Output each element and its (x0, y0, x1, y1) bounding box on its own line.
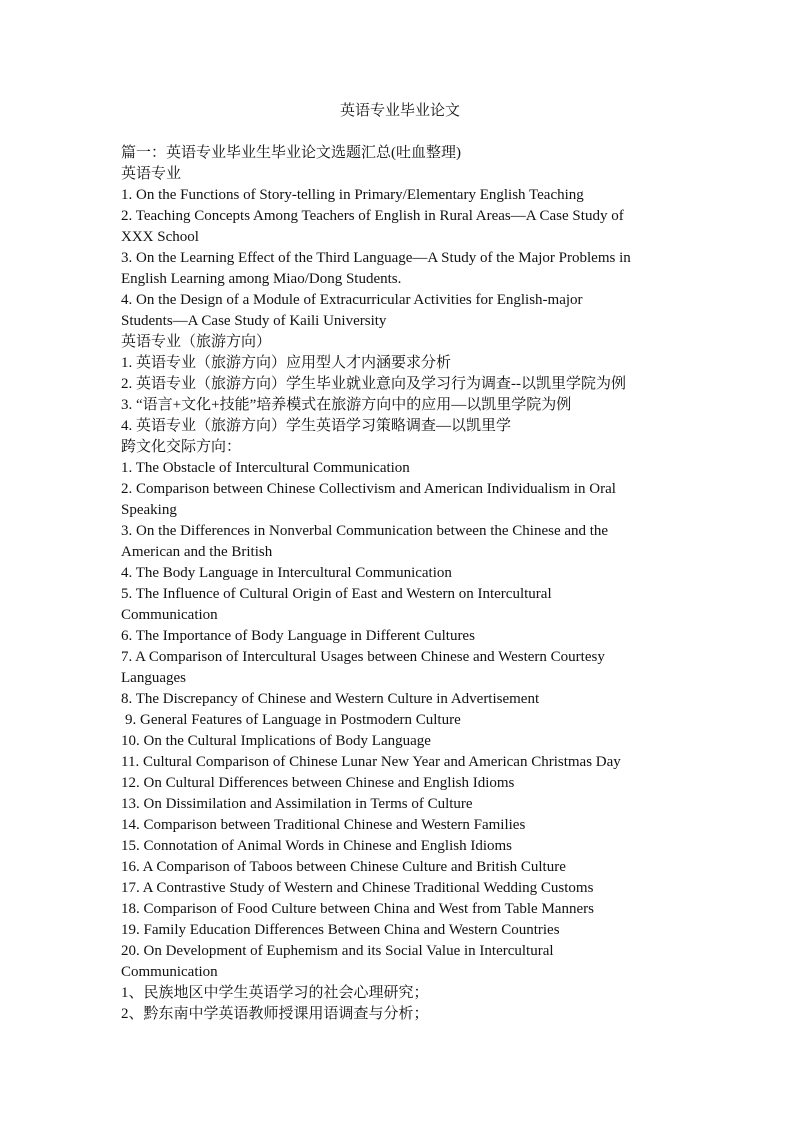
list-item: 15. Connotation of Animal Words in Chinese and English Idioms (121, 838, 512, 854)
list-item: 17. A Contrastive Study of Western and Chinese Traditional Wedding Customs (121, 880, 594, 896)
list-item: 2、黔东南中学英语教师授课用语调查与分析； (121, 1006, 429, 1022)
category-heading: 英语专业（旅游方向） (121, 334, 272, 350)
list-item: 4. 英语专业（旅游方向）学生英语学习策略调查—以凯里学 (121, 418, 512, 434)
list-item: 5. The Influence of Cultural Origin of East and Western on Intercultural (121, 586, 552, 602)
list-item: 7. A Comparison of Intercultural Usages between Chinese and Western Courtesy (121, 649, 605, 665)
list-item: 1. 英语专业（旅游方向）应用型人才内涵要求分析 (121, 355, 452, 371)
list-item: 20. On Development of Euphemism and its Social Value in Intercultural (121, 943, 554, 959)
list-item: 13. On Dissimilation and Assimilation in Terms of Culture (121, 796, 473, 812)
list-item: 16. A Comparison of Taboos between Chinese Culture and British Culture (121, 859, 566, 875)
list-item: 3. On the Learning Effect of the Third Language—A Study of the Major Problems in (121, 250, 631, 266)
list-item-continuation: Communication (121, 964, 218, 980)
list-item: 1. On the Functions of Story-telling in Primary/Elementary English Teaching (121, 187, 584, 203)
document-body (121, 143, 681, 1025)
list-item-continuation: Speaking (121, 502, 177, 518)
list-item: 11. Cultural Comparison of Chinese Lunar New Year and American Christmas Day (121, 754, 621, 770)
list-item: 19. Family Education Differences Between China and Western Countries (121, 922, 560, 938)
list-item-continuation: Languages (121, 670, 186, 686)
list-item: 12. On Cultural Differences between Chinese and English Idioms (121, 775, 515, 791)
list-item: 4. The Body Language in Intercultural Communication (121, 565, 452, 581)
list-item: 3. “语言+文化+技能”培养模式在旅游方向中的应用—以凯里学院为例 (121, 397, 572, 413)
category-heading: 跨文化交际方向： (121, 439, 242, 455)
list-item: 2. Teaching Concepts Among Teachers of English in Rural Areas—A Case Study of (121, 208, 624, 224)
list-item: 1. The Obstacle of Intercultural Communication (121, 460, 410, 476)
list-item: 14. Comparison between Traditional Chinese and Western Families (121, 817, 526, 833)
list-item-continuation: American and the British (121, 544, 273, 560)
list-item-continuation: Communication (121, 607, 218, 623)
list-item: 6. The Importance of Body Language in Different Cultures (121, 628, 475, 644)
list-item: 2. 英语专业（旅游方向）学生毕业就业意向及学习行为调查--以凯里学院为例 (121, 376, 626, 392)
list-item: 1、民族地区中学生英语学习的社会心理研究； (121, 985, 429, 1001)
document-title: 英语专业毕业论文 (339, 103, 460, 119)
list-item: 8. The Discrepancy of Chinese and Western Culture in Advertisement (121, 691, 540, 707)
list-item-continuation: English Learning among Miao/Dong Students. (121, 271, 402, 287)
list-item: 18. Comparison of Food Culture between China and West from Table Manners (121, 901, 594, 917)
section-heading: 篇一：英语专业毕业生毕业论文选题汇总(吐血整理) (121, 145, 461, 161)
list-item-continuation: XXX School (121, 229, 199, 245)
list-item: 9. General Features of Language in Postmodern Culture (125, 712, 461, 728)
list-item-continuation: Students—A Case Study of Kaili University (121, 313, 387, 329)
list-item: 2. Comparison between Chinese Collectivism and American Individualism in Oral (121, 481, 616, 497)
list-item: 4. On the Design of a Module of Extracurricular Activities for English-major (121, 292, 583, 308)
list-item: 3. On the Differences in Nonverbal Communication between the Chinese and the (121, 523, 609, 539)
list-item: 10. On the Cultural Implications of Body Language (121, 733, 431, 749)
category-heading: 英语专业 (121, 166, 182, 182)
